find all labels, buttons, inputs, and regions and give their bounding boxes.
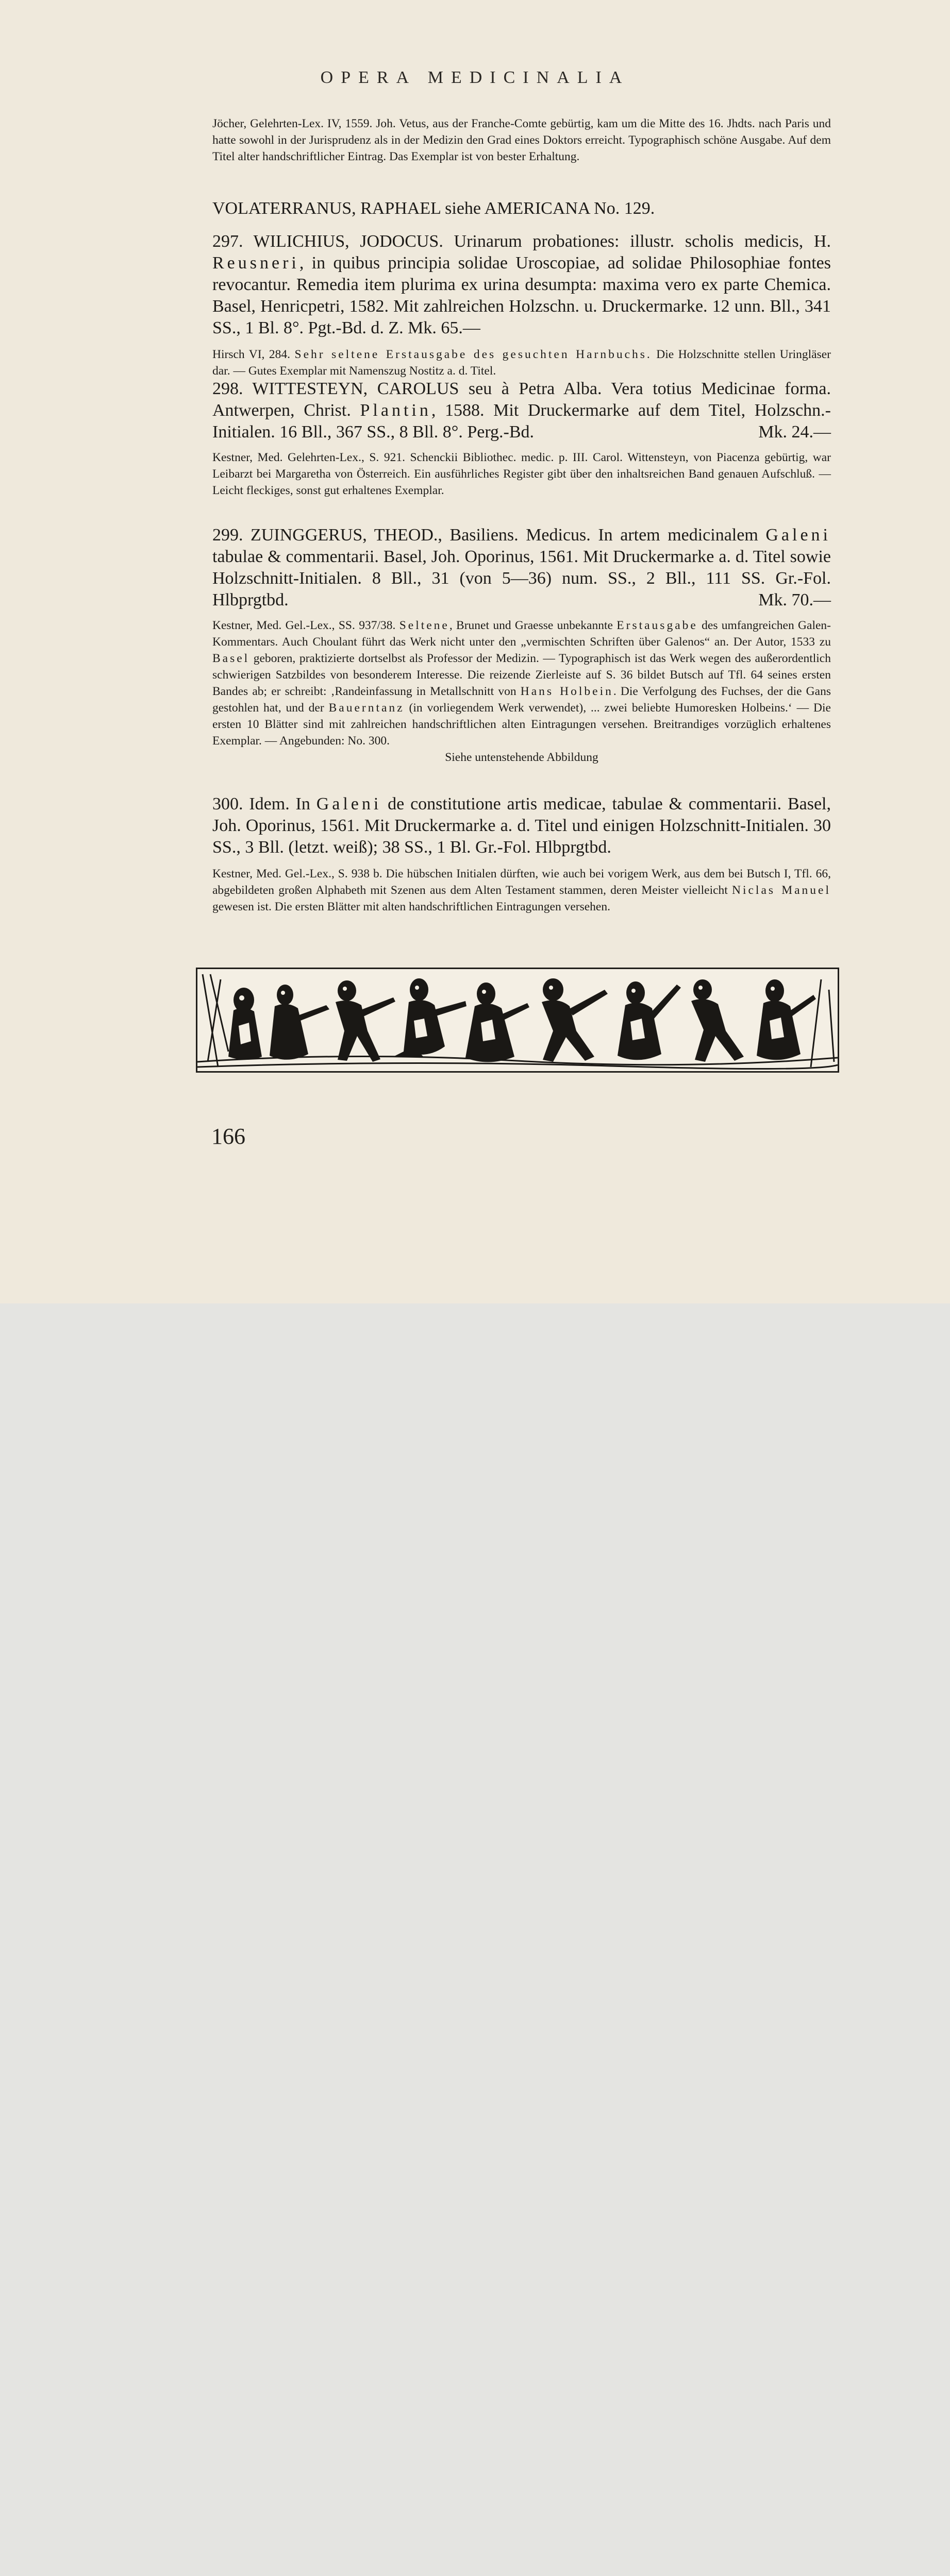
entry-297 — [212, 231, 831, 379]
entry-300-description: 300. Idem. In Galeni de constitutione artis medicae, tabulae & commentarii. Basel, Joh. Oporinus, 1561. Mit Druckermarke a. d. Titel und einigen Holzschnitt-Initialen. 30 SS., 3 Bll. (letzt. weiß); 38 SS., 1 Bl. Gr.-Fol. Hlbprgtbd. — [212, 794, 831, 857]
woodcut-illustration — [197, 969, 838, 1071]
entry-297-description: 297. WILICHIUS, JODOCUS. Urinarum probationes: illustr. scholis medicis, H. Reusneri, in quibus principia solidae Uroscopiae, ad solidae Philosophiae fontes revocantur. Remedia item plurima ex urina desumpta: maxima vero ex parte Chemica. Basel, Henricpetri, 1582. Mit zahlreichen Holzschn. u. Druckermarke. 12 unn. Bll., 341 SS., 1 Bl. 8°. Pgt.-Bd. d. Z. Mk. 65.— — [212, 232, 831, 337]
note-previous-entry — [212, 115, 831, 165]
entry-298-price: Mk. 24.— — [758, 422, 831, 442]
entry-300 — [212, 793, 831, 915]
entry-298-note: Kestner, Med. Gelehrten-Lex., S. 921. Schenckii Bibliothec. medic. p. III. Carol. Wittensteyn, von Piacenza gebürtig, war Leibarzt bei Margaretha von Österreich. Ein ausführliches Register gibt über den inhaltsreichen Band genauen Aufschluß. — Leicht fleckiges, sonst gut erhaltenes Exemplar. — [212, 451, 831, 497]
entry-299-description: 299. ZUINGGERUS, THEOD., Basiliens. Medicus. In artem medicinalem Galeni tabulae & commentarii. Basel, Joh. Oporinus, 1561. Mit Druckermarke a. d. Titel sowie Holzschnitt-Initialen. 8 Bll., 31 (von 5—36) num. SS., 2 Bll., 111 SS. Gr.-Fol. Hlbprgtbd. Mk. 70.— — [212, 524, 831, 611]
entry-299-note: Kestner, Med. Gel.-Lex., SS. 937/38. Seltene, Brunet und Graesse unbekannte Erstausgabe des umfangreichen Galen-Kommentars. Auch Choulant führt das Werk nicht unter den „vermischten Schriften über Galenos“ an. Der Autor, 1533 zu Basel geboren, praktizierte dortselbst als Professor der Medizin. — Typographisch ist das Werk wegen des außerordentlich schwierigen Satzbildes von besonderem Interesse. Die reizende Zierleiste auf S. 36 bildet Butsch auf Tfl. 64 seines ersten Bandes ab; er schreibt: ‚Randeinfassung in Metallschnitt von Hans Holbein. Die Verfolgung des Fuchses, der die Gans gestohlen hat, und der Bauerntanz (in vorliegendem Werk verwendet), ... zwei beliebte Humoresken Holbeins.‘ — Die ersten 10 Blätter sind mit zahlreichen handschriftlichen alten Eintragungen versehen. Breitrandiges vorzüglich erhaltenes Exemplar. — Angebunden: No. 300. — [212, 619, 831, 748]
running-head: OPERA MEDICINALIA — [320, 68, 630, 87]
entry-298-description: 298. WITTESTEYN, CAROLUS seu à Petra Alba. Vera totius Medicinae forma. Antwerpen, Christ. Plantin, 1588. Mit Druckermarke auf dem Titel, Holzschn.-Initialen. 16 Bll., 367 SS., 8 Bll. 8°. Perg.-Bd. Mk. 24.— — [212, 378, 831, 443]
cross-reference — [212, 198, 831, 219]
entry-299-price: Mk. 70.— — [758, 590, 831, 609]
entry-297-note: Hirsch VI, 284. Sehr seltene Erstausgabe des gesuchten Harnbuchs. Die Holzschnitte stellen Uringläser dar. — Gutes Exemplar mit Namenszug Nostitz a. d. Titel. — [212, 348, 831, 378]
entry-298 — [212, 378, 831, 499]
entry-299-caption: Siehe untenstehende Abbildung — [445, 751, 598, 764]
note-text: Jöcher, Gelehrten-Lex. IV, 1559. Joh. Vetus, aus der Franche-Comte gebürtig, kam um die Mitte des 16. Jhdts. nach Paris und hatte sowohl in der Jurisprudenz als in der Medizin den Grad eines Doktors erreicht. Typographisch schöne Ausgabe. Auf dem Titel alter handschriftlicher Eintrag. Das Exemplar ist von bester Erhaltung. — [212, 117, 831, 163]
cross-reference-text: VOLATERRANUS, RAPHAEL siehe AMERICANA No. 129. — [212, 199, 655, 218]
peasant-dance-woodcut — [196, 968, 839, 1073]
entry-299 — [212, 524, 831, 766]
entry-300-note: Kestner, Med. Gel.-Lex., S. 938 b. Die hübschen Initialen dürften, wie auch bei vorigem Werk, aus dem bei Butsch I, Tfl. 66, abgebildeten großen Alphabeth mit Szenen aus dem Alten Testament stammen, deren Meister vielleicht Niclas Manuel gewesen ist. Die ersten Blätter mit alten handschriftlichen Eintragungen versehen. — [212, 867, 831, 913]
page-number: 166 — [211, 1124, 245, 1149]
viewer-footer — [0, 1303, 950, 1372]
